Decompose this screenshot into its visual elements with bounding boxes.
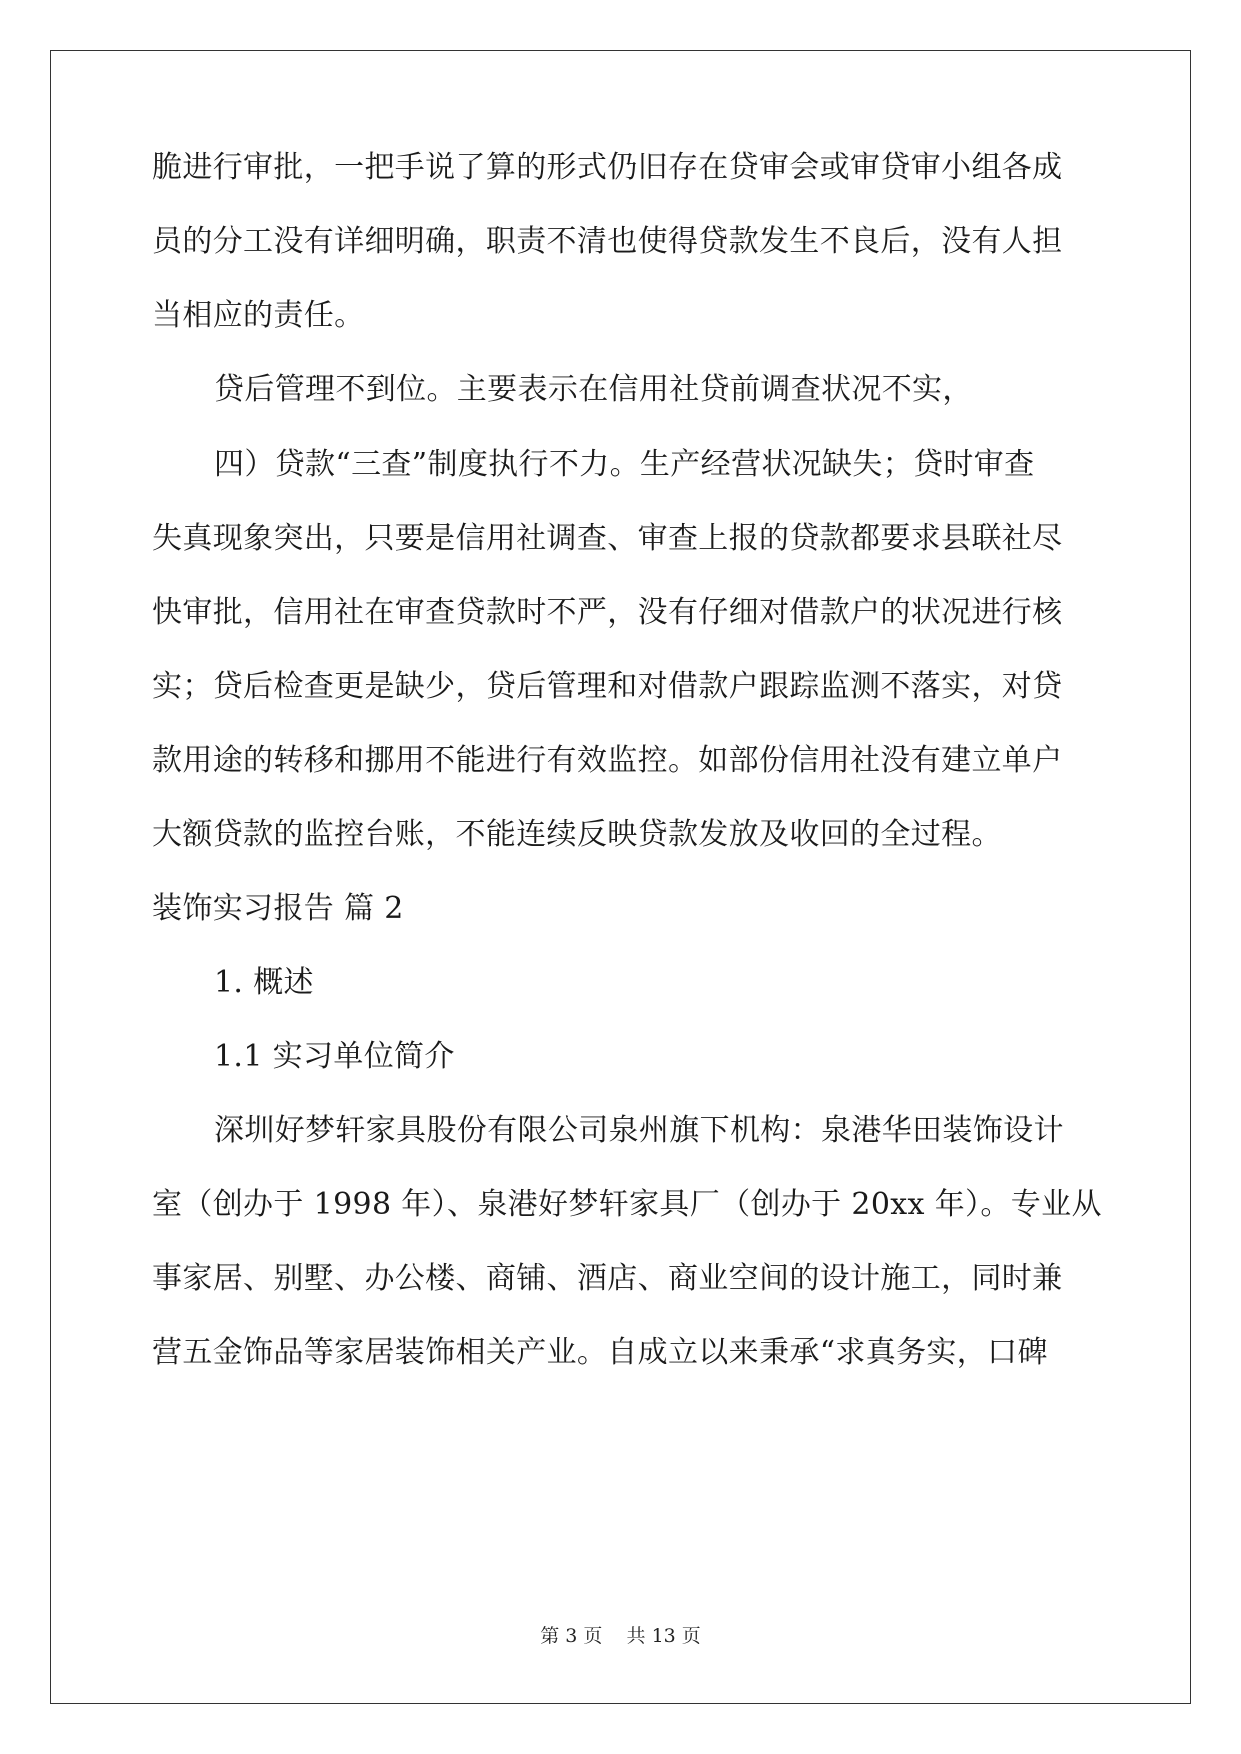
paragraph-line: 室（创办于 1998 年）、泉港好梦轩家具厂（创办于 20xx 年）。专业从 [152, 1187, 1102, 1222]
paragraph-line: 快审批，信用社在审查贷款时不严，没有仔细对借款户的状况进行核 [152, 595, 1063, 630]
paragraph-line: 大额贷款的监控台账，不能连续反映贷款发放及收回的全过程。 [152, 817, 1002, 852]
subsection-heading: 1.1 实习单位简介 [214, 1039, 455, 1074]
paragraph-line: 当相应的责任。 [152, 298, 365, 333]
paragraph-line: 员的分工没有详细明确，职责不清也使得贷款发生不良后，没有人担 [152, 224, 1063, 259]
section-heading: 装饰实习报告 篇 2 [152, 891, 404, 926]
paragraph-line: 贷后管理不到位。主要表示在信用社贷前调查状况不实， [214, 372, 973, 407]
paragraph-line: 脆进行审批，一把手说了算的形式仍旧存在贷审会或审贷审小组各成 [152, 150, 1063, 185]
paragraph-line: 四）贷款“三查”制度执行不力。生产经营状况缺失；贷时审查 [214, 447, 1035, 482]
paragraph-line: 营五金饰品等家居装饰相关产业。自成立以来秉承“求真务实，口碑 [152, 1335, 1048, 1370]
subsection-heading: 1. 概述 [214, 965, 314, 1000]
paragraph-line: 实；贷后检查更是缺少，贷后管理和对借款户跟踪监测不落实，对贷 [152, 669, 1063, 704]
paragraph-line: 事家居、别墅、办公楼、商铺、酒店、商业空间的设计施工，同时兼 [152, 1261, 1063, 1296]
page-number: 第 3 页 共 13 页 [540, 1625, 701, 1647]
paragraph-line: 深圳好梦轩家具股份有限公司泉州旗下机构：泉港华田装饰设计 [214, 1113, 1064, 1148]
paragraph-line: 失真现象突出，只要是信用社调查、审查上报的贷款都要求县联社尽 [152, 521, 1063, 556]
paragraph-line: 款用途的转移和挪用不能进行有效监控。如部份信用社没有建立单户 [152, 743, 1063, 778]
